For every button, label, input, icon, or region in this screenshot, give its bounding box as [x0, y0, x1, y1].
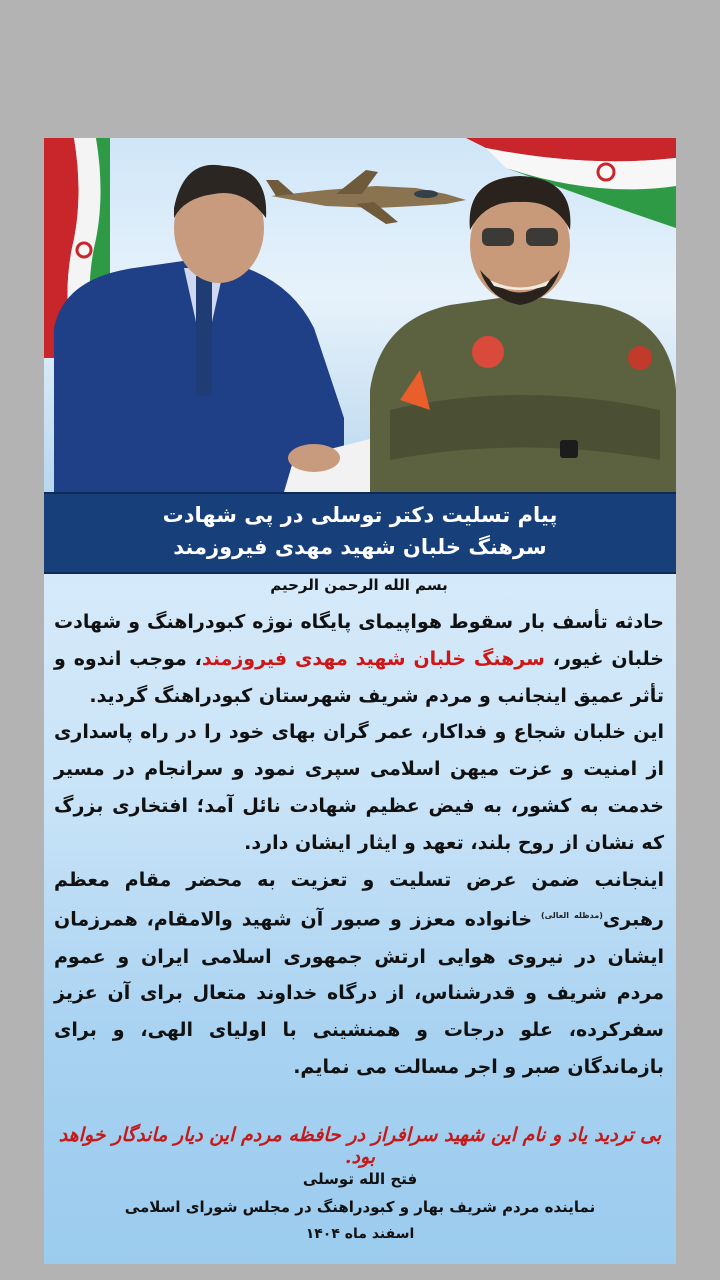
bismillah: بسم الله الرحمن الرحیم	[270, 576, 448, 594]
header-photo	[44, 138, 676, 492]
title-line-1: پیام تسلیت دکتر توسلی در پی شهادت	[162, 503, 558, 527]
pilot-portrait	[370, 170, 676, 492]
title-band	[44, 492, 676, 574]
condolence-poster	[44, 138, 676, 1264]
paragraph-3	[54, 862, 664, 1086]
martyr-name-highlight: سرهنگ خلبان شهید مهدی فیروزمند	[201, 647, 545, 670]
closing-line: بی تردید یاد و نام این شهید سرافراز در حافظه مردم این دیار ماندگار خواهد بود.	[58, 1124, 662, 1168]
official-portrait	[44, 158, 374, 492]
paragraph-1	[54, 604, 664, 714]
honorific-note: (مدظله العالی)	[540, 911, 603, 921]
paragraph-1-end: ، موجب اندوه و تأثر عمیق اینجانب و مردم شریف شهرستان کبودراهنگ گردید.	[54, 647, 664, 707]
paragraph-3-end: خانواده معزز و صبور آن شهید والامقام، همرزمان ایشان در نیروی هوایی ارتش جمهوری اسلامی ایران و عموم مردم شریف و قدرشناس، از درگاه خداوند متعال برای آن عزیز سفرکرده، علو درجات و همنشینی با اولیای الهی، و برای بازماندگان صبر و اجر مسالت می نمایم.	[54, 908, 664, 1078]
signer-name: فتح الله توسلی	[302, 1170, 418, 1188]
paragraph-3-start: اینجانب ضمن عرض تسلیت و تعزیت به محضر مقام معظم رهبری	[54, 868, 664, 931]
paragraph-1-start: حادثه تأسف بار سقوط هواپیمای پایگاه نوژه کبودراهنگ و شهادت خلبان غیور،	[54, 611, 664, 670]
paragraph-2: این خلبان شجاع و فداکار، عمر گران بهای خود را در راه پاسداری از امنیت و عزت میهن اسلامی سپری نمود و سرانجام در مسیر خدمت به کشور، به فیض عظیم شهادت نائل آمد؛ افتخاری بزرگ که نشان از روح بلند، تعهد و ایثار ایشان دارد.	[54, 721, 664, 854]
signer-position: نماینده مردم شریف بهار و کبودراهنگ در مجلس شورای اسلامی	[124, 1198, 596, 1216]
signature-date: اسفند ماه ۱۴۰۴	[305, 1226, 415, 1242]
message-body	[54, 576, 664, 1086]
title-line-2: سرهنگ خلبان شهید مهدی فیروزمند	[173, 535, 547, 559]
